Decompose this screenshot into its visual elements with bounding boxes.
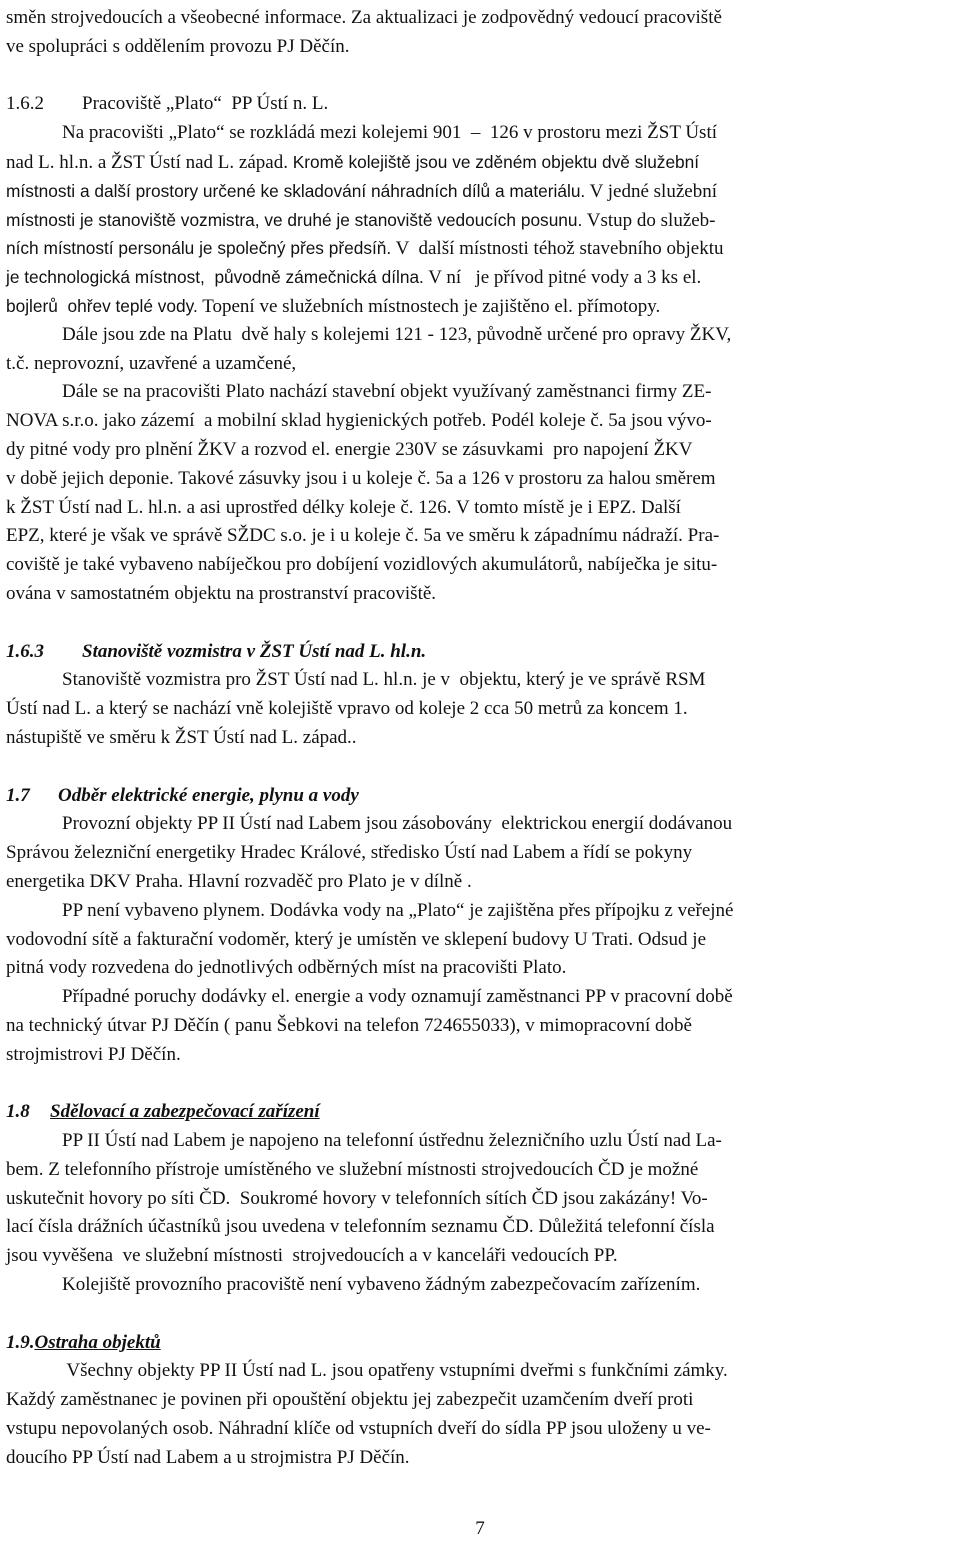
text-line: ována v samostatném objektu na prostranství pracoviště. (6, 582, 437, 604)
text-line: t.č. neprovozní, uzavřené a uzamčené, (6, 352, 297, 374)
text-line: dy pitné vody pro plnění ŽKV a rozvod el. energie 230V se zásuvkami pro napojení ŽKV (6, 438, 693, 460)
text-line: pitná vody rozvedena do jednotlivých odběrných míst na pracovišti Plato. (6, 957, 567, 979)
text-line: doucího PP Ústí nad Labem a u strojmistra PJ Děčín. (6, 1446, 410, 1468)
section-heading-1-8 (6, 1098, 954, 1127)
text-line (6, 177, 954, 206)
section-heading-1-9 (6, 1329, 954, 1358)
text-line: energetika DKV Praha. Hlavní rozvaděč pro Plato je v dílně . (6, 870, 472, 892)
text-run: je technologická místnost, původně zámečnická dílna. (6, 267, 424, 288)
text-line: Ústí nad L. a který se nachází vně kolejiště vpravo od koleje 2 cca 50 metrů za koncem 1. (6, 698, 688, 720)
spacer (6, 1300, 954, 1329)
text-line: vstupu nepovolaných osob. Náhradní klíče od vstupních dveří do sídla PP jsou uloženy u ve- (6, 1418, 711, 1440)
text-line: k ŽST Ústí nad L. hl.n. a asi uprostřed délky koleje č. 126. V tomto místě je i EPZ. Další (6, 496, 681, 518)
text-line: Na pracovišti „Plato“ se rozkládá mezi kolejemi 901 – 126 v prostoru mezi ŽST Ústí (62, 122, 717, 144)
text-line: strojmistrovi PJ Děčín. (6, 1043, 181, 1065)
section-heading-1-6-2 (6, 90, 954, 119)
section-number: 1.7 (6, 784, 30, 806)
text-line: v době jejich deponie. Takové zásuvky jsou i u koleje č. 5a a 126 v prostoru za halou směrem (6, 467, 716, 489)
text-run: V ní je přívod pitné vody a 3 ks el. (423, 267, 702, 289)
spacer (6, 753, 954, 782)
text-line: jsou vyvěšena ve služební místnosti strojvedoucích a v kanceláři vedoucích PP. (6, 1245, 618, 1267)
text-line: uskutečnit hovory po síti ČD. Soukromé hovory v telefonních sítích ČD jsou zakázány! Vo- (6, 1187, 708, 1209)
section-title: Sdělovací a zabezpečovací zařízení (50, 1101, 320, 1123)
text-line (6, 206, 954, 235)
text-line: na technický útvar PJ Děčín ( panu Šebkovi na telefon 724655033), v mimopracovní době (6, 1014, 692, 1036)
text-line: Dále jsou zde na Platu dvě haly s kolejemi 121 - 123, původně určené pro opravy ŽKV, (62, 323, 732, 345)
text-run: místnosti a další prostory určené ke skladování náhradních dílů a materiálu. (6, 180, 586, 201)
spacer (6, 609, 954, 638)
section-title: Stanoviště vozmistra v ŽST Ústí nad L. hl.n. (82, 640, 427, 662)
text-line: EPZ, které je však ve správě SŽDC s.o. je i u koleje č. 5a ve směru k západnímu nádraží. Pra- (6, 525, 720, 547)
text-run: Vstup do služeb- (582, 209, 716, 231)
text-line: Všechny objekty PP II Ústí nad L. jsou opatřeny vstupními dveřmi s funkčními zámky. (62, 1360, 728, 1382)
text-line (6, 292, 954, 321)
text-line: směn strojvedoucích a všeobecné informace. Za aktualizaci je zodpovědný vedoucí pracoviště (6, 7, 722, 28)
section-number: 1.6.3 (6, 640, 44, 662)
section-title: Pracoviště „Plato“ PP Ústí n. L. (82, 93, 329, 115)
section-number: 1.8 (6, 1101, 30, 1123)
text-run: bojlerů ohřev teplé vody. (6, 295, 198, 316)
page-number: 7 (475, 1518, 485, 1539)
text-line: PP není vybaveno plynem. Dodávka vody na „Plato“ je zajištěna přes přípojku z veřejné (62, 899, 734, 921)
section-heading-1-6-3 (6, 638, 954, 667)
text-run: místnosti je stanoviště vozmistra, ve druhé je stanoviště vedoucích posunu. (6, 209, 583, 230)
text-run: V jedné služební (585, 180, 717, 202)
text-line: Každý zaměstnanec je povinen při opouštění objektu jej zabezpečit uzamčením dveří proti (6, 1389, 694, 1411)
section-title: Ostraha objektů (34, 1331, 161, 1353)
text-line: vodovodní sítě a fakturační vodoměr, který je umístěn ve sklepení budovy U Trati. Odsud je (6, 928, 707, 950)
text-run: Topení ve služebních místnostech je zajištěno el. přímotopy. (197, 295, 661, 317)
text-line: PP II Ústí nad Labem je napojeno na telefonní ústřednu železničního uzlu Ústí nad La- (62, 1130, 722, 1152)
text-line: coviště je také vybaveno nabíječkou pro dobíjení vozidlových akumulátorů, nabíječka je situ- (6, 554, 718, 576)
text-line: Provozní objekty PP II Ústí nad Labem jsou zásobovány elektrickou energií dodávanou (62, 813, 733, 835)
text-line: NOVA s.r.o. jako zázemí a mobilní sklad hygienických potřeb. Podél koleje č. 5a jsou vývo- (6, 410, 712, 432)
section-number: 1.6.2 (6, 93, 44, 115)
text-line: Stanoviště vozmistra pro ŽST Ústí nad L. hl.n. je v objektu, který je ve správě RSM (62, 669, 706, 691)
text-line: bem. Z telefonního přístroje umístěného ve služební místnosti strojvedoucích ČD je možné (6, 1158, 699, 1180)
text-line: ve spolupráci s oddělením provozu PJ Děčín. (6, 35, 350, 57)
spacer (6, 62, 954, 91)
section-heading-1-7 (6, 782, 954, 811)
spacer (6, 1069, 954, 1098)
text-run: ních místností personálu je společný přes předsíň. (6, 238, 392, 259)
text-line: Dále se na pracovišti Plato nachází stavební objekt využívaný zaměstnanci firmy ZE- (62, 381, 712, 403)
text-line: Správou železniční energetiky Hradec Králové, středisko Ústí nad Labem a řídí se pokyny (6, 842, 693, 864)
text-run: Kromě kolejiště jsou ve zděném objektu dvě služební (287, 151, 700, 172)
section-title: Odběr elektrické energie, plynu a vody (58, 784, 359, 806)
text-line (6, 148, 954, 177)
text-line: nástupiště ve směru k ŽST Ústí nad L. západ.. (6, 726, 357, 748)
text-line: lací čísla drážních účastníků jsou uvedena v telefonním seznamu ČD. Důležitá telefonní čísla (6, 1216, 715, 1238)
text-line (6, 234, 954, 263)
section-number: 1.9. (6, 1331, 35, 1353)
text-line: Případné poruchy dodávky el. energie a vody oznamují zaměstnanci PP v pracovní době (62, 986, 733, 1008)
text-line: Kolejiště provozního pracoviště není vybaveno žádným zabezpečovacím zařízením. (62, 1274, 701, 1296)
text-line (6, 263, 954, 292)
text-run: V další místnosti téhož stavebního objektu (391, 238, 724, 260)
text-run: nad L. hl.n. a ŽST Ústí nad L. západ. (6, 151, 288, 173)
